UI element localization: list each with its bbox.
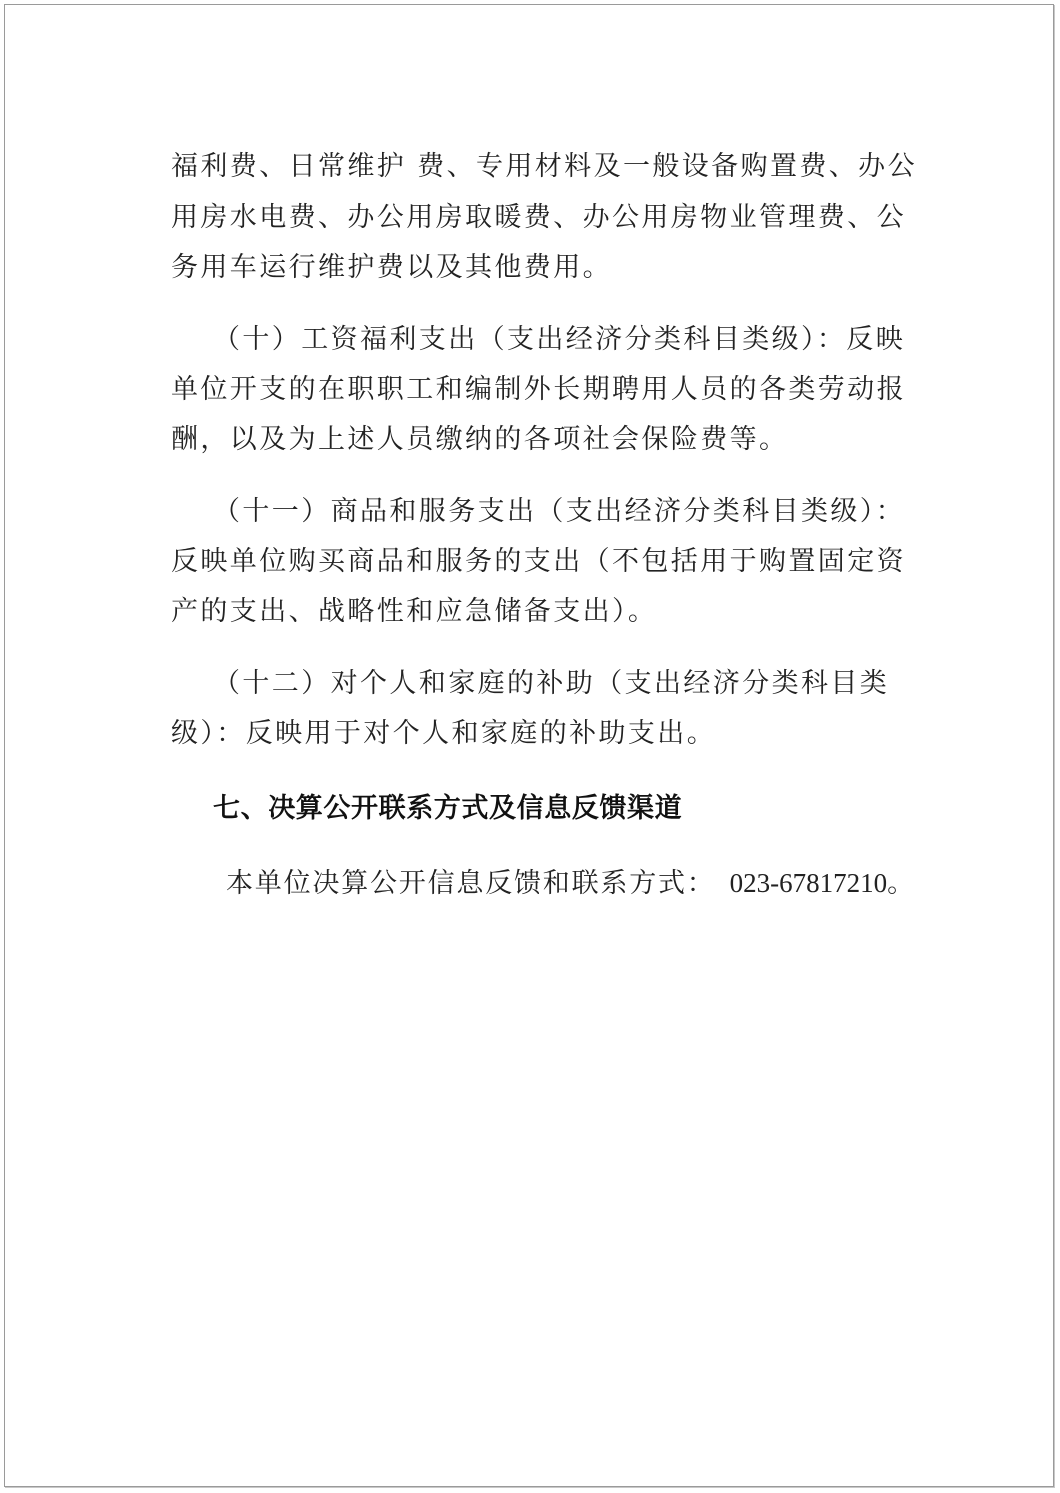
- item-11-line: 反映单位购买商品和服务的支出（不包括用于购置固定资: [171, 546, 906, 577]
- contact-line: [226, 866, 914, 901]
- item-11-line: 产的支出、战略性和应急储备支出）。: [171, 596, 658, 627]
- item-12-line: （十二）对个人和家庭的补助（支出经济分类科目类: [213, 668, 890, 699]
- paragraph-line: 福利费、日常维护 费、专用材料及一般设备购置费、办公: [171, 151, 917, 182]
- contact-phone-number: 023-67817210。: [729, 868, 915, 898]
- contact-label: 本单位决算公开信息反馈和联系方式：: [226, 868, 716, 899]
- section-7-heading: 七、决算公开联系方式及信息反馈渠道: [213, 793, 683, 824]
- item-10-line: 单位开支的在职职工和编制外长期聘用人员的各类劳动报: [171, 374, 906, 405]
- paragraph-line: 用房水电费、办公用房取暖费、办公用房物业管理费、公: [171, 202, 906, 233]
- item-10-line: （十）工资福利支出（支出经济分类科目类级）：反映: [213, 324, 906, 355]
- item-10-line: 酬，以及为上述人员缴纳的各项社会保险费等。: [171, 424, 789, 455]
- paragraph-line: 务用车运行维护费以及其他费用。: [171, 252, 612, 283]
- document-page: [4, 4, 1054, 1487]
- item-11-line: （十一）商品和服务支出（支出经济分类科目类级）：: [213, 496, 906, 527]
- item-12-line: 级）：反映用于对个人和家庭的补助支出。: [171, 718, 717, 749]
